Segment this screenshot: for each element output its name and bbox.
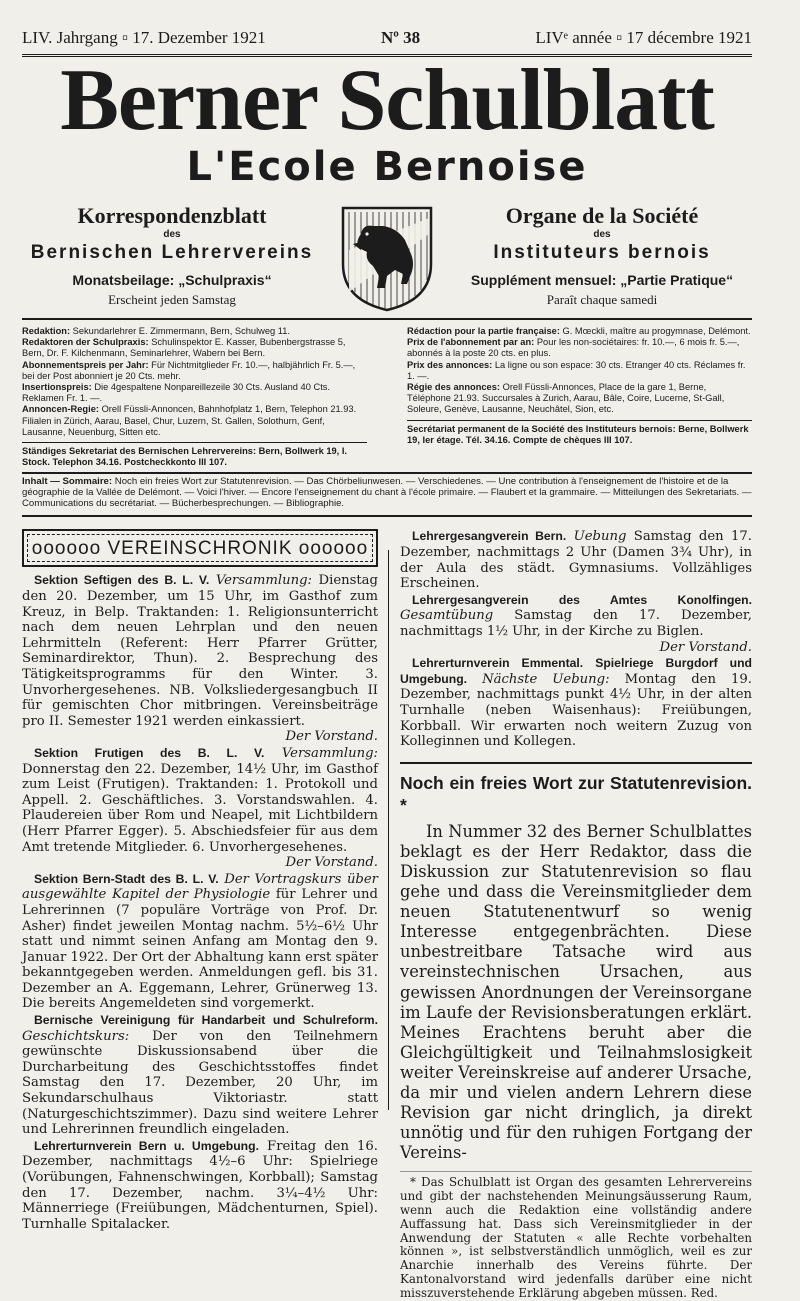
section-text: Samstag den 17. Dezember, nachmittags 1½ Uhr, in der Kirche zu Biglen. — [400, 608, 752, 639]
info-de-item — [22, 404, 367, 438]
newspaper-page — [22, 28, 752, 1300]
contents-label: Inhalt — Sommaire: — [22, 476, 113, 488]
info-text: Orell Füssli-Annoncen, Bahnhofplatz 1, Bern, Telephon 21.93. Filialen in Zürich, Aarau, Basel, Chur, Luzern, St. Gallen, Solothurn, Genf, Lausanne, Neuenburg, Sitten etc. — [22, 404, 357, 437]
section-notice — [400, 593, 752, 655]
section-heading: Sektion Frutigen des B. L. V. — [34, 745, 265, 760]
section-text: Donnerstag den 22. Dezember, 14½ Uhr, im Gasthof zum Leist (Frutigen). Traktanden: 1. Protokoll und Appell. 2. Geschäftliches. 3. Vorstandswahlen. 4. Plaudereien über Rom und Neapel, mit Lichtbildern (Herr Pfarrer Egger). 5. Abschiedsfeier für aus dem Amt tretende Mitglieder. 6. Unvorhergesehenes. — [22, 761, 378, 855]
info-text: G. Mœckli, maître au progymnase, Delémont. — [562, 326, 751, 336]
section-text: für Lehrer und Lehrerinnen (7 populäre Vorträge von Prof. Dr. Asher) findet jeweilen Montag nachm. 5½–6½ Uhr statt und nimmt seinen Anfang am Montag den 9. Januar 1922. Der Ort der Abhaltung kann erst später bekanntgegeben werden. Anmeldungen gefl. bis 31. Dezember an A. Eggemann, Lehrer, Grünerweg 13. Die bereits Angemeldeten sind vorgemerkt. — [22, 887, 378, 1012]
organ-fr-line4: Supplément mensuel: „Partie Pratique“ — [470, 272, 734, 288]
section-kind: Gesamtübung — [400, 608, 494, 624]
info-text: Die 4gespaltene Nonpareillezeile 30 Cts. Ausland 40 Cts. Reklamen Fr. 1. —. — [22, 382, 331, 404]
info-text: Für Nichtmitglieder Fr. 10.—, halbjährlich Fr. 5.—, bei der Post abonniert je 20 Cts. mehr. — [22, 359, 356, 381]
contents-bottom-rule — [22, 515, 752, 517]
issue-number: Nº 38 — [381, 28, 421, 47]
essay-footnote: * Das Schulblatt ist Organ des gesamten Lehrervereins und gibt der nachstehenden Meinungsäusserung Raum, wenn auch die Redaktion eine vollständig andere Auffassung hat. Dass sich Vereinsmitglieder in der Anwendung der Statuten « alle Rechte vorbehalten können », ist selbstverständlich unmöglich, weil es zur Anarchie innerhalb des Vereins führte. Der Kantonalvorstand wird jedenfalls darüber eine nicht misszuverstehende Erklärung abgeben müssen. Red. — [400, 1171, 752, 1300]
section-text: Der von den Teilnehmern gewünschte Diskussionsabend über die Durcharbeitung des Geschichtsstoffes findet Samstag den 17. Dezember, 20 Uhr, im Sekundarschulhaus Viktoriastr. statt (Naturgeschichtszimmer). Dazu sind weitere Lehrer und Lehrerinnen freundlich eingeladen. — [22, 1028, 378, 1138]
right-column — [400, 529, 752, 1300]
info-fr-item — [407, 360, 752, 382]
organ-de-line3: Bernischen Lehrervereins — [30, 242, 314, 263]
section-kind: Nächste Uebung: — [482, 671, 610, 687]
section-notice — [22, 1013, 378, 1138]
info-label: Rédaction pour la partie française: — [407, 326, 560, 336]
section-text: Montag den 19. Dezember, nachmittags punkt 4½ Uhr, in der alten Turnhalle (neben Waisenhaus): Freiübungen, Korbball. Wir erwarten noch weitern Zuzug von Kolleginnen und Kollegen. — [400, 671, 752, 750]
section-notice — [400, 529, 752, 591]
info-label: Abonnementspreis per Jahr: — [22, 359, 149, 370]
contents-summary — [22, 472, 752, 509]
section-notice — [22, 1139, 378, 1233]
newspaper-subtitle: L'Ecole Bernoise — [186, 144, 588, 190]
info-de-item — [22, 337, 367, 359]
sekretariat-text: Ständiges Sekretariat des Bernischen Lehrervereins: Bern, Bollwerk 19, I. Stock. Telephon 34.16. Postcheckkonto III 107. — [22, 446, 348, 468]
section-notice — [22, 872, 378, 1012]
section-kind: Der Vortragskurs über ausgewählte Kapitel der Physiologie — [22, 871, 378, 903]
section-kind: Versammlung: — [281, 745, 378, 761]
section-kind: Geschichtskurs: — [22, 1028, 130, 1044]
section-notice — [22, 746, 378, 871]
sekretariat-de — [22, 446, 367, 468]
info-top-rule — [22, 318, 752, 320]
info-fr-item — [407, 382, 752, 416]
info-text: Orell Füssli-Annonces, Place de la gare 1, Berne, Téléphone 21.93. Succursales à Zurich, Aarau, Bâle, Coire, Lucerne, St-Gall, Soleure, Genève, Lausanne, Neuchâtel, Sion, etc. — [407, 382, 725, 415]
info-fr-item — [407, 326, 752, 337]
vereinschronik-heading: oooooo VEREINSCHRONIK oooooo — [22, 529, 378, 567]
essay-body: In Nummer 32 des Berner Schulblattes beklagt es der Herr Redaktor, dass die Diskussion zur Statutenrevision so flau gehe und dass die Vereinsmitglieder dem neuen Statutenentwurf so wenig Interesse entgegenbrächten. Diese unbestreitbare Tatsache wird aus vereinstechnischen Ursachen, aus gewissen Anordnungen der Vereinsorgane im Laufe der Revisionsberatungen erklärt. Meines Erachtens beruht aber die Gleichgültigkeit und Teilnahmslosigkeit weiter Vereinskreise auf anderer Ursache, da mir und vielen andern Lehrern diese Revision gar nicht dringlich, ja direkt unnötig und für den ruhigen Fortgang der Vereins- — [400, 821, 752, 1163]
organ-de-line4: Monatsbeilage: „Schulpraxis“ — [72, 272, 272, 288]
section-kind: Uebung — [573, 529, 627, 545]
section-heading: Lehrergesangverein Bern. — [412, 529, 567, 544]
sekretariat-fr — [407, 424, 752, 446]
info-french — [407, 326, 752, 468]
column-divider — [388, 550, 389, 1110]
organ-row — [22, 204, 752, 312]
info-text: Schulinspektor E. Kasser, Bubenbergstrasse 5, Bern, Dr. F. Kilchenmann, Seminarlehrer, Wabern bei Bern. — [22, 337, 346, 359]
info-label: Prix des annonces: — [407, 359, 493, 370]
organ-fr-line2: des — [593, 229, 611, 240]
body-columns — [22, 529, 752, 1300]
organ-fr-line1: Organe de la Société — [505, 203, 699, 228]
organ-de-line5: Erscheint jeden Samstag — [108, 292, 236, 307]
info-label: Insertionspreis: — [22, 382, 92, 393]
organ-fr-line3: Instituteurs bernois — [493, 242, 711, 263]
info-box — [22, 326, 752, 468]
info-de-item — [22, 326, 367, 337]
left-column — [22, 529, 378, 1300]
section-heading: Lehrergesangverein des Amtes Konolfingen. — [412, 592, 752, 607]
info-label: Annoncen-Regie: — [22, 404, 99, 415]
dateline — [22, 28, 752, 50]
section-heading: Sektion Bern-Stadt des B. L. V. — [34, 871, 219, 886]
info-text: Pour les non-sociétaires: fr. 10.—, 6 mois fr. 5.—, abonnés à la poste 20 cts. en plus. — [407, 337, 740, 359]
section-notice — [400, 656, 752, 750]
date-french: LIVᵉ année ▫ 17 décembre 1921 — [535, 28, 752, 47]
info-german — [22, 326, 367, 468]
info-separator — [22, 442, 367, 443]
sekretariat-text: Secrétariat permanent de la Société des Instituteurs bernois: Berne, Bollwerk 19, Ier étage. Tél. 34.16. Compte de chèques III 107. — [407, 423, 749, 445]
info-de-item — [22, 360, 367, 382]
section-heading: Bernische Vereinigung für Handarbeit und Schulreform. — [34, 1013, 378, 1028]
section-text: Dienstag den 20. Dezember, um 15 Uhr, im Gasthof zum Kreuz, in Belp. Traktanden: 1. Religionsunterricht nach dem neuen Lehrplan und den neuen Lehrmitteln (Referent: Herr Pfarrer Grütter, Seminardirektor, Thun). 2. Besprechung des Tätigkeitsprogramms für den Winter. 3. Unvorhergesehenes. NB. Volksliedergesangbuch II für gemischten Chor mitbringen. Vereinsbeiträge pro II. Semester 1921 werden einkassiert. — [22, 573, 378, 729]
info-label: Régie des annonces: — [407, 382, 500, 393]
organ-de-line2: des — [163, 229, 181, 240]
organ-de-line1: Korrespondenzblatt — [77, 203, 267, 228]
info-label: Prix de l'abonnement par an: — [407, 337, 535, 348]
essay-title: Noch ein freies Wort zur Statutenrevision. * — [400, 762, 752, 816]
info-label: Redaktoren der Schulpraxis: — [22, 337, 149, 348]
info-de-item — [22, 382, 367, 404]
section-signature: Der Vorstand. — [285, 855, 378, 871]
info-separator — [407, 420, 752, 421]
section-notice — [22, 573, 378, 745]
info-label: Redaktion: — [22, 326, 71, 336]
section-signature: Der Vorstand. — [285, 729, 378, 745]
info-text: La ligne ou son espace: 30 cts. Etranger 40 cts. Réclames fr. 1. —. — [407, 359, 746, 381]
date-german: LIV. Jahrgang ▫ 17. Dezember 1921 — [22, 28, 266, 47]
section-signature: Der Vorstand. — [659, 639, 752, 655]
bern-bear-crest-icon — [339, 204, 435, 312]
section-text: Samstag den 17. Dezember, nachmittags 2 Uhr (Damen 3¾ Uhr), in der Aula des städt. Gymnasiums. Vollzähliges Erscheinen. — [400, 529, 752, 592]
section-kind: Versammlung: — [215, 573, 312, 589]
section-heading: Lehrerturnverein Bern u. Umgebung. — [34, 1138, 259, 1153]
info-text: Sekundarlehrer E. Zimmermann, Bern, Schulweg 11. — [72, 326, 291, 336]
section-heading: Sektion Seftigen des B. L. V. — [34, 573, 210, 588]
newspaper-title: Berner Schulblatt — [60, 52, 714, 149]
organ-fr-line5: Paraît chaque samedi — [546, 292, 658, 307]
section-text: Freitag den 16. Dezember, nachmittags 4½–6 Uhr: Spielriege (Vorübungen, Fahnenschwingen, Korbball); Samstag den 17. Dezember, nachm. 3¼–4½ Uhr: Männerriege (Freiübungen, Mädchenturnen, Spiel). Turnhalle Spitalacker. — [22, 1138, 378, 1232]
info-fr-item — [407, 337, 752, 359]
organ-french — [452, 204, 752, 308]
section-heading: Lehrerturnverein Emmental. Spielriege Burgdorf und Umgebung. — [400, 656, 752, 686]
organ-german — [22, 204, 322, 308]
contents-text: Noch ein freies Wort zur Statutenrevision. — Das Chörbeliunwesen. — Verschiedenes. — Une contribution à l'enseignement de l'histoire et de la géographie de la Vallée de Delémont. — Voici l'hiver. — Encore l'enseignement du chant à l'école primaire. — Flaubert et la grammaire. — Mitteilungen des Sekretariats. — Communications du secrétariat. — Bücherbesprechungen. — Bibliographie. — [22, 476, 752, 510]
